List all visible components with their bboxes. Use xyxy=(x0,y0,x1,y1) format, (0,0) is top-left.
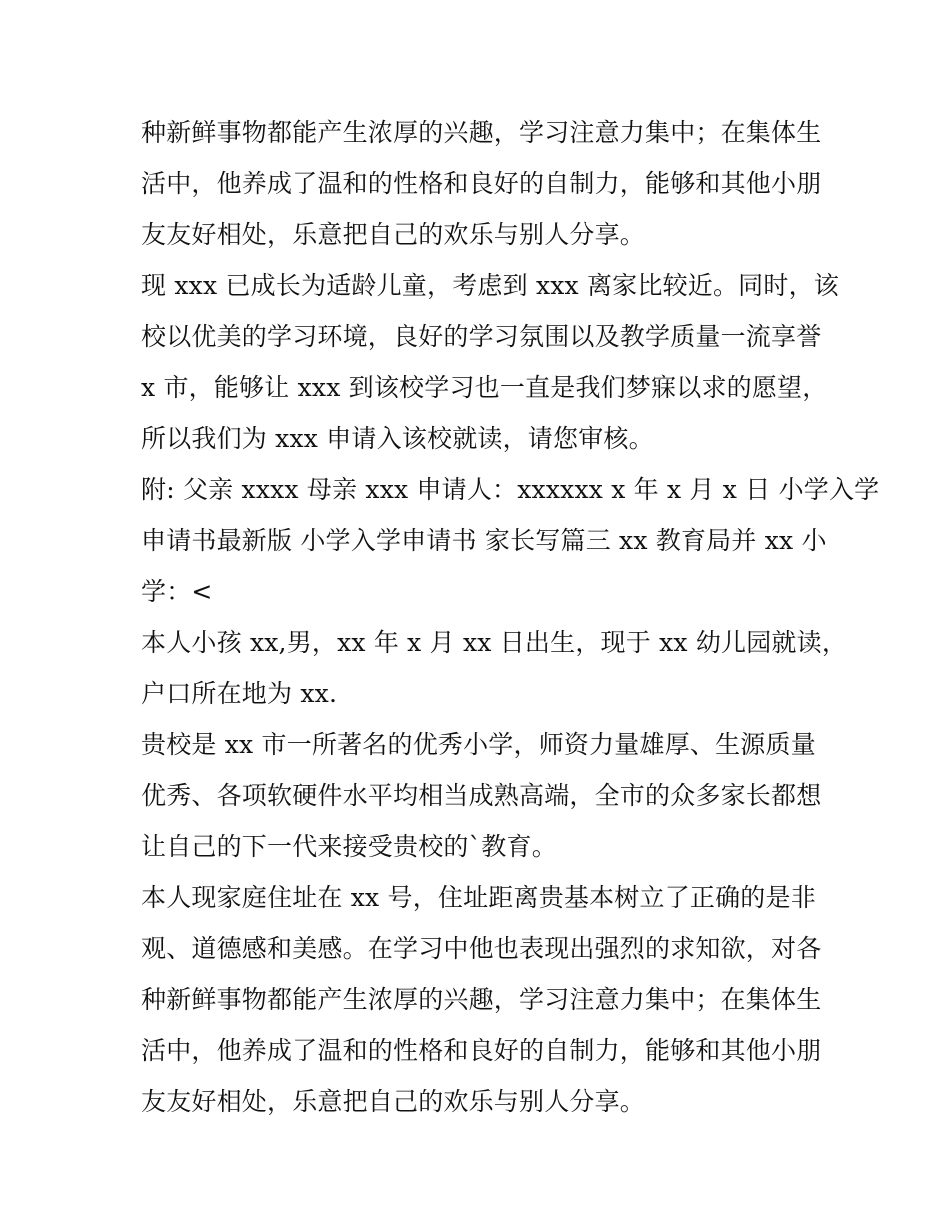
text-line: 优秀、各项软硬件水平均相当成熟高端，全市的众多家长都想 xyxy=(141,781,822,810)
text-line: 观、道德感和美感。在学习中他也表现出强烈的求知欲，对各 xyxy=(141,934,822,963)
text-line: 友友好相处，乐意把自己的欢乐与别人分享。 xyxy=(141,1087,646,1116)
text-line: 本人小孩 xx,男，xx 年 x 月 xx 日出生，现于 xx 幼儿园就读， xyxy=(141,628,848,657)
text-line: 种新鲜事物都能产生浓厚的兴趣，学习注意力集中；在集体生 xyxy=(141,118,822,147)
text-line: 户口所在地为 xx. xyxy=(141,679,338,708)
text-line: 友友好相处，乐意把自己的欢乐与别人分享。 xyxy=(141,220,646,249)
text-line: 现 xxx 已成长为适龄儿童，考虑到 xxx 离家比较近。同时，该 xyxy=(141,271,839,300)
text-line: 所以我们为 xxx 申请入该校就读，请您审核。 xyxy=(141,424,654,453)
text-line: 校以优美的学习环境，良好的学习氛围以及教学质量一流享誉 xyxy=(141,322,822,351)
text-line: 贵校是 xx 市一所著名的优秀小学，师资力量雄厚、生源质量 xyxy=(141,730,816,759)
text-line: 学：< xyxy=(141,577,213,606)
text-line: x 市，能够让 xxx 到该校学习也一直是我们梦寐以求的愿望， xyxy=(141,373,828,402)
text-line: 本人现家庭住址在 xx 号，住址距离贵基本树立了正确的是非 xyxy=(141,883,816,912)
text-line: 活中，他养成了温和的性格和良好的自制力，能够和其他小朋 xyxy=(141,1036,822,1065)
document-body xyxy=(141,107,880,1127)
text-line: 让自己的下一代来接受贵校的`教育。 xyxy=(141,832,557,861)
text-line: 附: 父亲 xxxx 母亲 xxx 申请人：xxxxxx x 年 x 月 x 日 小学入学 xyxy=(141,475,880,504)
text-line: 申请书最新版 小学入学申请书 家长写篇三 xx 教育局并 xx 小 xyxy=(141,526,827,555)
text-line: 种新鲜事物都能产生浓厚的兴趣，学习注意力集中；在集体生 xyxy=(141,985,822,1014)
text-line: 活中，他养成了温和的性格和良好的自制力，能够和其他小朋 xyxy=(141,169,822,198)
